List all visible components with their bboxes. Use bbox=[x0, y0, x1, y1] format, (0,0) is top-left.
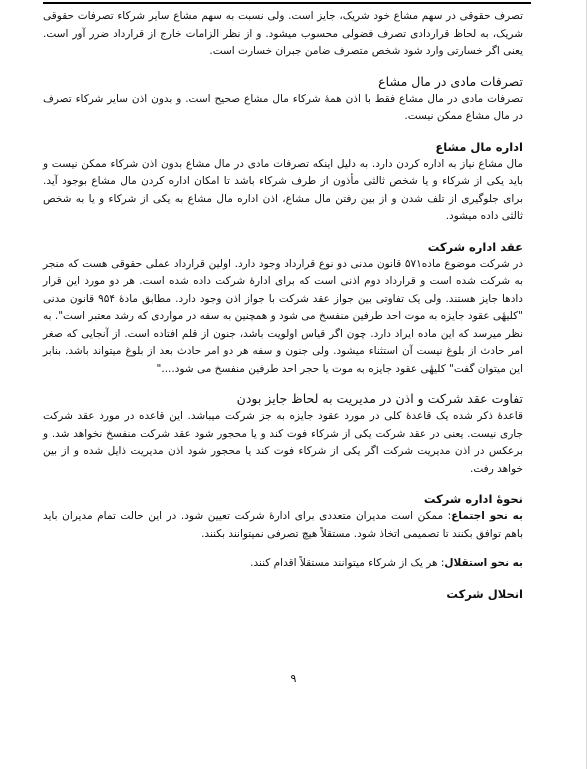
label-collective: به نحو اجتماع bbox=[451, 510, 523, 522]
paragraph-company-management-contract: در شرکت موضوع ماده۵۷۱ قانون مدنی دو نوع قرارداد وجود دارد. اولین قرارداد عملی حقوقی هست که منجر به شرکت شده است و قرارداد دوم اذنی است که برای ادارهٔ شرکت داده شده است. هر دو مورد این قرار دادها جایز هستند. ولی یک تفاوتی بین جواز عقد شرکت با جواز اذن وجود دارد. مطابق مادهٔ ۹۵۴ قانون مدنی "کلیهٔی عقود جایزه به موت احد طرفین منفسخ می شود و همچنین به سفه در مواردی که رشد معتبر است". به نظر میرسد که این ماده ایراد دارد. چون اگر قیاس اولویت باشد، جنون از قلم افتاده است. از آنجایی که صغر امر حادث از بلوغ نیست آن استثناء میشود. ولی جنون و سفه هر دو امر حادث بعد از بلوغ میتواند باشد. بنابر این میتوان گفت" کلیهٔی عقود جایزه به موت یا حجر احد طرفین منفسخ می شود...." bbox=[43, 257, 523, 375]
text-independent: : هر یک از شرکاء میتوانند مستقلاً اقدام کنند. bbox=[250, 557, 445, 569]
text-collective: : ممکن است مدیران متعددی برای ادارهٔ شرکت تعیین شود. در این حالت تمام مدیران باید باهم توافق بکنند تا تصمیمی اتخاذ شود. مستقلاً هیچ تصرفی نمیتوانند بکنند. bbox=[43, 510, 523, 540]
page-number: ۹ bbox=[290, 672, 297, 685]
paragraph-common-property-management: مال مشاع نیاز به اداره کردن دارد. به دلیل اینکه تصرفات مادی در مال مشاع بدون اذن شرکاء ممکن نیست و باید یکی از شرکاء و یا شخص ثالثی مأذون از طرف شرکاء باشد تا امکان اداره کردن مال مشاع بوجود آید. برای جلوگیری از تلف شدن و از بین رفتن مال مشاع، اذن اداره مال مشاع به یکی از شرکاء و یا به شخص ثالثی داده میشود. bbox=[43, 157, 523, 222]
heading-common-property-management: اداره مال مشاع bbox=[435, 139, 523, 154]
heading-company-management-contract: عقد اداره شرکت bbox=[427, 239, 523, 254]
heading-contract-vs-permission: تفاوت عقد شرکت و اذن در مدیریت به لحاظ جایز بودن bbox=[236, 391, 523, 406]
heading-material-actions: تصرفات مادی در مال مشاع bbox=[378, 73, 523, 89]
page-content bbox=[43, 8, 523, 603]
paragraph-material-actions: تصرفات مادی در مال مشاع فقط با اذن همهٔ شرکاء مال مشاع صحیح است. و بدون اذن سایر شرکاء تصرف در مال مشاع ممکن نیست. bbox=[43, 92, 523, 122]
paragraph-contract-vs-permission: قاعدهٔ ذکر شده یک قاعدهٔ کلی در مورد عقود جایزه به جز شرکت میباشد. این قاعده در مورد عقد شرکت جاری نیست. یعنی در عقد شرکت یکی از شرکاء فوت کند و یا محجور شود عقد شرکت منفسخ نخواهد شد. و برعکس در اذن مدیریت شرکت اگر یکی از شرکاء فوت کند یا محجور شود اذن مدیریت ذایل شده و از بین خواهد رفت. bbox=[43, 410, 523, 475]
heading-management-method: نحوهٔ اداره شرکت bbox=[423, 492, 523, 506]
paragraph-partner-legal-actions: تصرف حقوقی در سهم مشاع خود شریک، جایز است. ولی نسبت به سهم مشاع سایر شرکاء تصرفات حقوقی شریک، به لحاظ قراردادی تصرف فضولی محسوب میشود. و از نظر الزامات خارج از قرارداد ضرر آور است. یعنی اگر خسارتی وارد شود شخص متصرف ضامن جبران خسارت است. bbox=[43, 10, 523, 57]
heading-company-dissolution: انحلال شرکت bbox=[446, 586, 523, 601]
paragraph-collective-management bbox=[43, 508, 523, 543]
label-independent: به نحو استقلال bbox=[444, 557, 523, 569]
paragraph-independent-management bbox=[43, 555, 523, 573]
top-rule bbox=[43, 2, 531, 4]
